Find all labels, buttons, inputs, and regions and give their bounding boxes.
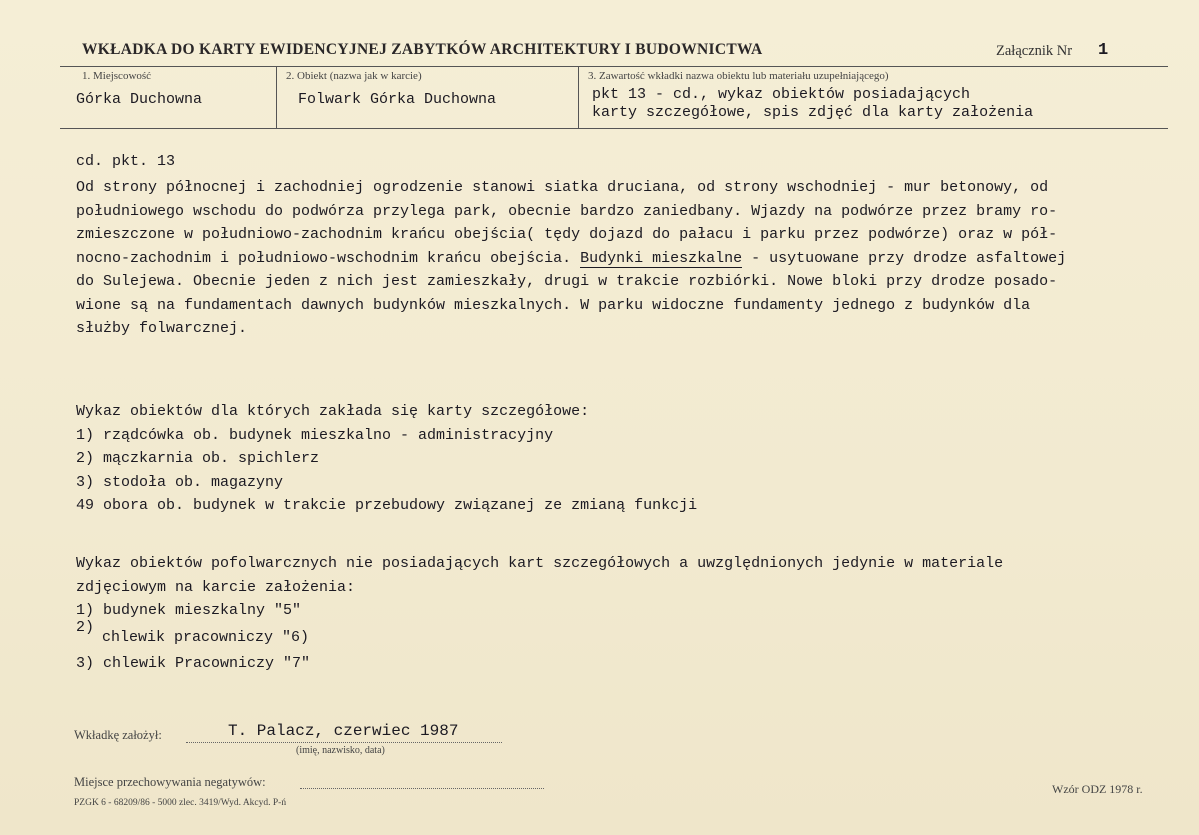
section-intro: cd. pkt. 13	[76, 153, 176, 170]
list-heading: zdjęciowym na karcie założenia:	[76, 578, 356, 596]
list-heading: Wykaz obiektów dla których zakłada się karty szczegółowe:	[76, 403, 590, 420]
author-label: Wkładkę założył:	[74, 728, 162, 742]
list-number: 2)	[76, 619, 95, 636]
content-line-2: karty szczegółowe, spis zdjęć dla karty założenia	[592, 104, 1034, 121]
list-item: 2) mączkarnia ob. spichlerz	[76, 450, 320, 467]
author-dotted-line	[186, 742, 502, 743]
template-version: Wzór ODZ 1978 r.	[1052, 782, 1143, 796]
field-divider-2	[578, 66, 579, 128]
description-paragraph	[76, 176, 1066, 341]
attachment-number: 1	[1098, 41, 1109, 60]
photo-objects-list	[76, 552, 1003, 599]
description-text: nocno-zachodnim i południowo-wschodnim krańcu obejścia.	[76, 249, 581, 267]
description-line: zmieszczone w południowo-zachodnim krańcu obejścia( tędy dojazd do pałacu i parku przez podwórze) oraz w pół-	[76, 226, 1058, 243]
description-line: służby folwarcznej.	[76, 320, 248, 337]
author-value: T. Palacz, czerwiec 1987	[228, 722, 459, 740]
description-line	[76, 247, 1066, 271]
place-label: 1. Miejscowość	[82, 70, 152, 82]
list-item: chlewik pracowniczy "6)	[102, 629, 310, 646]
document-title: WKŁADKA DO KARTY EWIDENCYJNEJ ZABYTKÓW ARCHITEKTURY I BUDOWNICTWA	[82, 41, 763, 58]
object-label: 2. Obiekt (nazwa jak w karcie)	[286, 70, 422, 82]
description-line: południowego wschodu do podwórza przylega park, obecnie bardzo zaniedbany. Wjazdy na podwórze przez bramy ro-	[76, 202, 1058, 220]
underlined-heading: Budynki mieszkalne	[580, 249, 743, 267]
description-line: Od strony północnej i zachodniej ogrodzenie stanowi siatka druciana, od strony wschodniej - mur betonowy, od	[76, 179, 1049, 196]
list-item: 1) rządcówka ob. budynek mieszkalno - administracyjny	[76, 426, 554, 444]
negatives-label: Miejsce przechowywania negatywów:	[74, 775, 266, 789]
author-hint: (imię, nazwisko, data)	[296, 745, 385, 756]
list-item: 1) budynek mieszkalny "5"	[76, 602, 302, 619]
print-info: PZGK 6 - 68209/86 - 5000 zlec. 3419/Wyd. Akcyd. P-ń	[74, 798, 287, 808]
object-value: Folwark Górka Duchowna	[298, 91, 497, 108]
content-value	[592, 86, 1033, 122]
content-label: 3. Zawartość wkładki nazwa obiektu lub materiału uzupełniającego)	[588, 70, 889, 82]
description-line: do Sulejewa. Obecnie jeden z nich jest zamieszkały, drugi w trakcie rozbiórki. Nowe bloki przy drodze posado-	[76, 273, 1058, 290]
list-item: 49 obora ob. budynek w trakcie przebudowy związanej ze zmianą funkcji	[76, 497, 698, 514]
description-line: wione są na fundamentach dawnych budynków mieszkalnych. W parku widoczne fundamenty jednego z budynków dla	[76, 296, 1031, 314]
place-value: Górka Duchowna	[76, 91, 203, 108]
list-item: 3) stodoła ob. magazyny	[76, 473, 284, 491]
negatives-dotted-line	[300, 788, 544, 789]
detailed-cards-list	[76, 400, 697, 518]
list-item: 3) chlewik Pracowniczy "7"	[76, 655, 311, 672]
content-line-1: pkt 13 - cd., wykaz obiektów posiadających	[592, 86, 971, 103]
field-divider-1	[276, 66, 277, 128]
header-rule-top	[60, 66, 1168, 67]
description-text: - usytuowane przy drodze asfaltowej	[742, 249, 1067, 267]
list-heading: Wykaz obiektów pofolwarcznych nie posiadających kart szczegółowych a uwzględnionych jedynie w materiale	[76, 555, 1004, 572]
attachment-label: Załącznik Nr	[996, 43, 1073, 59]
header-rule-bottom	[60, 128, 1168, 129]
